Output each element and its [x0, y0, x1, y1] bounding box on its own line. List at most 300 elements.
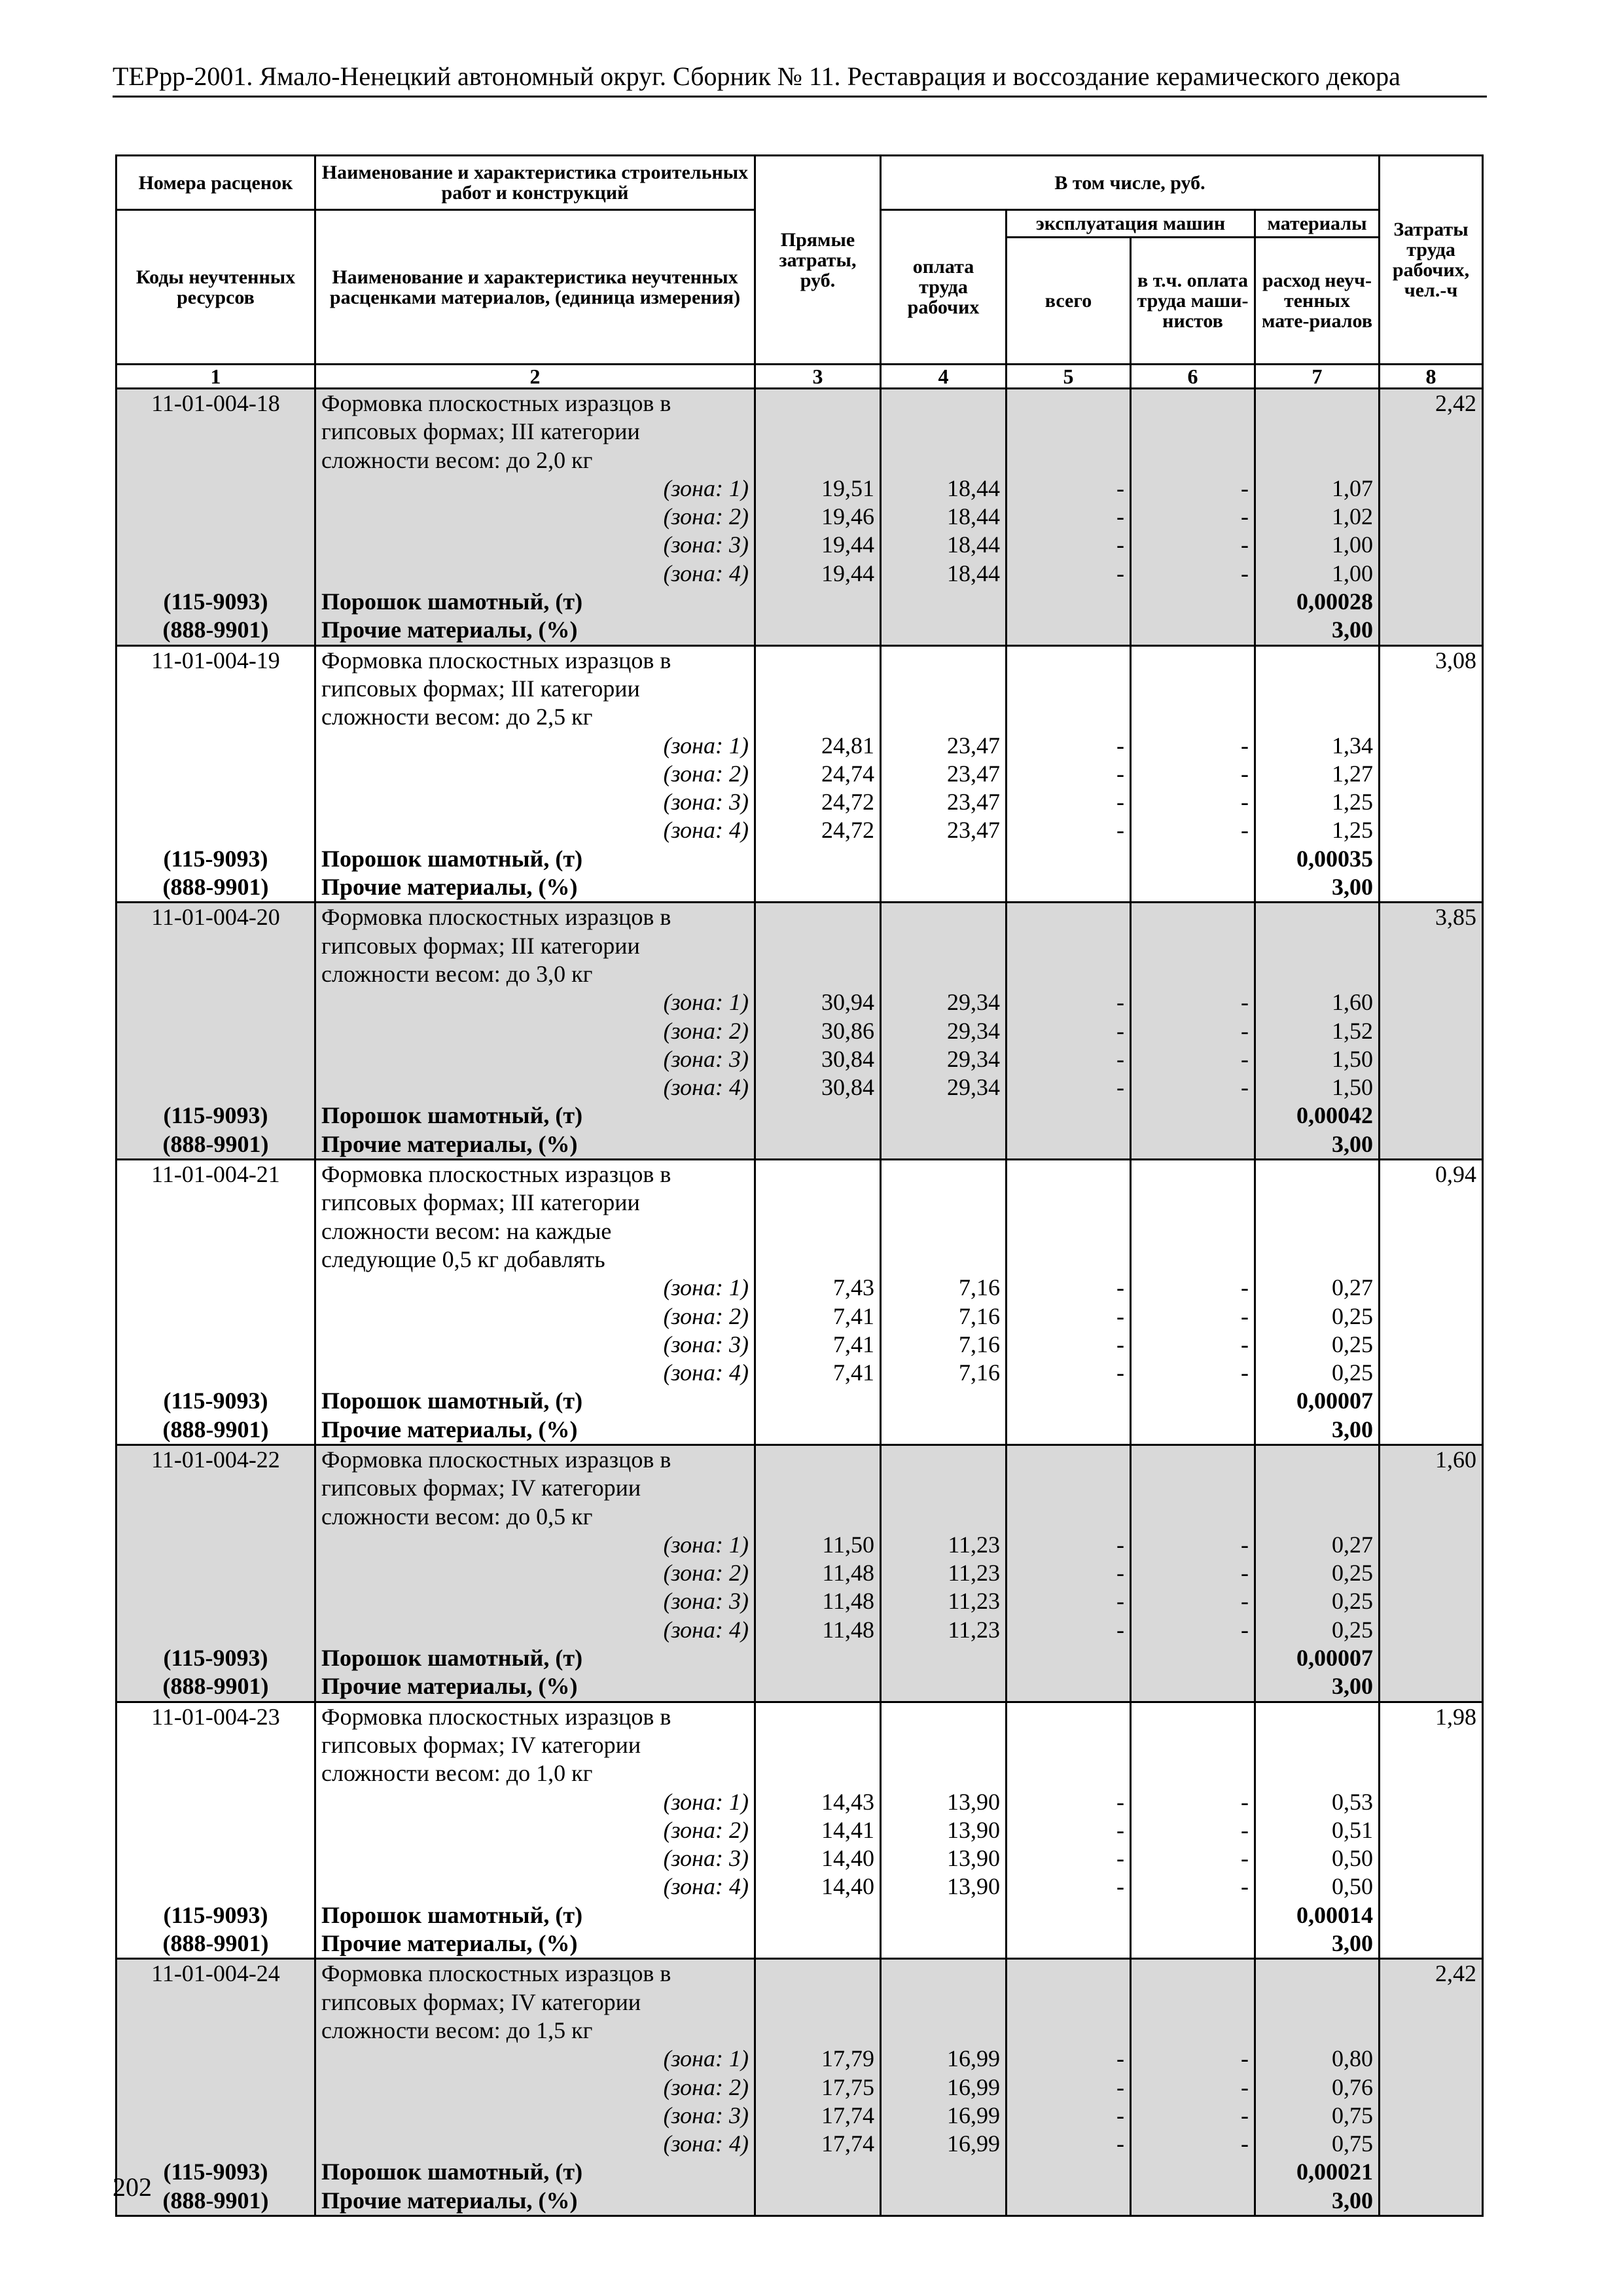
worker-wages: 13,90 — [881, 1816, 1007, 1844]
machinist-wages: - — [1131, 1274, 1255, 1302]
empty-cell — [116, 988, 315, 1016]
rate-description: Формовка плоскостных изразцов в — [315, 903, 755, 932]
empty-cell — [1131, 1759, 1255, 1787]
empty-cell — [116, 1873, 315, 1901]
rate-description: сложности весом: до 1,5 кг — [315, 2017, 755, 2045]
materials-cost: 1,50 — [1255, 1045, 1380, 1073]
machines-total: - — [1007, 816, 1131, 844]
empty-cell — [1380, 1672, 1483, 1702]
empty-cell — [116, 732, 315, 760]
empty-cell — [1131, 1672, 1255, 1702]
empty-cell — [1007, 446, 1131, 475]
empty-cell — [755, 1130, 881, 1160]
machinist-wages: - — [1131, 1017, 1255, 1045]
empty-cell — [1007, 1759, 1131, 1787]
zone-label: (зона: 3) — [315, 1045, 755, 1073]
zone-label: (зона: 2) — [315, 1559, 755, 1587]
zone-label: (зона: 2) — [315, 760, 755, 788]
empty-cell — [116, 1844, 315, 1873]
empty-cell — [1255, 1474, 1380, 1502]
empty-cell — [1255, 1702, 1380, 1731]
empty-cell — [881, 446, 1007, 475]
empty-cell — [755, 1160, 881, 1189]
zone-row — [116, 788, 1483, 816]
worker-wages: 13,90 — [881, 1844, 1007, 1873]
zone-label: (зона: 1) — [315, 1531, 755, 1559]
empty-cell — [1131, 2158, 1255, 2186]
empty-cell — [881, 1130, 1007, 1160]
labor-costs — [1380, 1474, 1483, 1502]
material-name: Порошок шамотный, (т) — [315, 2158, 755, 2186]
labor-costs — [1380, 446, 1483, 475]
materials-cost: 1,27 — [1255, 760, 1380, 788]
rate-description: сложности весом: до 1,0 кг — [315, 1759, 755, 1787]
empty-cell — [1007, 1959, 1131, 1988]
empty-cell — [1380, 2102, 1483, 2130]
empty-cell — [755, 1503, 881, 1531]
worker-wages: 7,16 — [881, 1331, 1007, 1359]
empty-cell — [1131, 1901, 1255, 1929]
direct-costs: 24,81 — [755, 732, 881, 760]
machinist-wages: - — [1131, 2130, 1255, 2158]
empty-cell — [755, 1929, 881, 1959]
rate-code — [116, 960, 315, 988]
empty-cell — [881, 1246, 1007, 1274]
zone-label: (зона: 3) — [315, 1844, 755, 1873]
machinist-wages: - — [1131, 788, 1255, 816]
rate-title-row — [116, 1474, 1483, 1502]
material-row — [116, 2158, 1483, 2186]
direct-costs: 19,44 — [755, 560, 881, 588]
materials-cost: 0,76 — [1255, 2073, 1380, 2102]
empty-cell — [1380, 816, 1483, 844]
material-row — [116, 588, 1483, 616]
zone-label: (зона: 4) — [315, 1873, 755, 1901]
machines-total: - — [1007, 1844, 1131, 1873]
machinist-wages: - — [1131, 732, 1255, 760]
empty-cell — [1380, 1416, 1483, 1445]
material-consumption: 0,00035 — [1255, 845, 1380, 873]
empty-cell — [1255, 1444, 1380, 1474]
rate-code — [116, 1246, 315, 1274]
empty-cell — [755, 675, 881, 703]
rate-code: 11-01-004-21 — [116, 1160, 315, 1189]
column-number: 1 — [116, 365, 315, 389]
material-code: (115-9093) — [116, 1102, 315, 1130]
materials-cost: 0,53 — [1255, 1788, 1380, 1816]
zone-label: (зона: 4) — [315, 816, 755, 844]
zone-row — [116, 1531, 1483, 1559]
rate-code — [116, 1217, 315, 1246]
empty-cell — [1380, 2045, 1483, 2073]
empty-cell — [116, 1359, 315, 1387]
rate-title-row — [116, 2017, 1483, 2045]
empty-cell — [1380, 588, 1483, 616]
labor-costs — [1380, 675, 1483, 703]
material-code: (115-9093) — [116, 1644, 315, 1672]
empty-cell — [1255, 903, 1380, 932]
direct-costs: 7,43 — [755, 1274, 881, 1302]
empty-cell — [1380, 616, 1483, 645]
direct-costs: 24,72 — [755, 788, 881, 816]
material-consumption: 0,00042 — [1255, 1102, 1380, 1130]
worker-wages: 7,16 — [881, 1359, 1007, 1387]
empty-cell — [881, 1731, 1007, 1759]
zone-row — [116, 1616, 1483, 1644]
empty-cell — [1131, 675, 1255, 703]
empty-cell — [116, 531, 315, 559]
rate-title-row — [116, 903, 1483, 932]
machines-total: - — [1007, 1017, 1131, 1045]
empty-cell — [1131, 389, 1255, 418]
worker-wages: 23,47 — [881, 788, 1007, 816]
empty-cell — [1131, 903, 1255, 932]
zone-row — [116, 1331, 1483, 1359]
machinist-wages: - — [1131, 1073, 1255, 1102]
material-row — [116, 1130, 1483, 1160]
empty-cell — [116, 1302, 315, 1331]
empty-cell — [881, 1672, 1007, 1702]
empty-cell — [1131, 845, 1255, 873]
materials-cost: 1,00 — [1255, 560, 1380, 588]
worker-wages: 16,99 — [881, 2130, 1007, 2158]
table-header — [116, 156, 1483, 389]
zone-row — [116, 1073, 1483, 1102]
materials-cost: 0,51 — [1255, 1816, 1380, 1844]
rate-title-row — [116, 1988, 1483, 2017]
empty-cell — [116, 475, 315, 503]
machines-total: - — [1007, 1359, 1131, 1387]
column-number: 7 — [1255, 365, 1380, 389]
zone-row — [116, 1816, 1483, 1844]
empty-cell — [1131, 1929, 1255, 1959]
worker-wages: 16,99 — [881, 2045, 1007, 2073]
empty-cell — [755, 1644, 881, 1672]
rate-title-row — [116, 389, 1483, 418]
empty-cell — [881, 2158, 1007, 2186]
empty-cell — [1007, 2017, 1131, 2045]
empty-cell — [1007, 1929, 1131, 1959]
material-name: Порошок шамотный, (т) — [315, 1102, 755, 1130]
materials-cost: 1,07 — [1255, 475, 1380, 503]
zone-label: (зона: 1) — [315, 475, 755, 503]
rate-title-row — [116, 1189, 1483, 1217]
labor-costs: 2,42 — [1380, 389, 1483, 418]
machines-total: - — [1007, 1587, 1131, 1615]
machines-total: - — [1007, 560, 1131, 588]
empty-cell — [1007, 1901, 1131, 1929]
rate-description: Формовка плоскостных изразцов в — [315, 389, 755, 418]
machines-total: - — [1007, 1816, 1131, 1844]
empty-cell — [1131, 1644, 1255, 1672]
zone-label: (зона: 3) — [315, 531, 755, 559]
direct-costs: 24,74 — [755, 760, 881, 788]
empty-cell — [1007, 389, 1131, 418]
rate-title-row — [116, 1160, 1483, 1189]
material-code: (888-9901) — [116, 873, 315, 903]
labor-costs: 0,94 — [1380, 1160, 1483, 1189]
empty-cell — [755, 2158, 881, 2186]
empty-cell — [1380, 732, 1483, 760]
empty-cell — [116, 2045, 315, 2073]
empty-cell — [881, 1444, 1007, 1474]
empty-cell — [755, 903, 881, 932]
zone-row — [116, 1873, 1483, 1901]
worker-wages: 13,90 — [881, 1873, 1007, 1901]
empty-cell — [116, 760, 315, 788]
material-code: (115-9093) — [116, 1387, 315, 1415]
empty-cell — [1255, 1959, 1380, 1988]
empty-cell — [1131, 1130, 1255, 1160]
material-code: (888-9901) — [116, 1672, 315, 1702]
direct-costs: 24,72 — [755, 816, 881, 844]
empty-cell — [1380, 788, 1483, 816]
machinist-wages: - — [1131, 816, 1255, 844]
zone-label: (зона: 3) — [315, 1331, 755, 1359]
empty-cell — [755, 1416, 881, 1445]
machinist-wages: - — [1131, 1559, 1255, 1587]
machinist-wages: - — [1131, 1816, 1255, 1844]
rate-description: гипсовых формах; IV категории — [315, 1988, 755, 2017]
rate-description: гипсовых формах; III категории — [315, 675, 755, 703]
materials-cost: 1,25 — [1255, 816, 1380, 844]
worker-wages: 29,34 — [881, 1073, 1007, 1102]
materials-cost: 0,27 — [1255, 1531, 1380, 1559]
header-machinist-wages: в т.ч. оплата труда маши-нистов — [1131, 238, 1255, 365]
machinist-wages: - — [1131, 531, 1255, 559]
materials-cost: 0,80 — [1255, 2045, 1380, 2073]
empty-cell — [116, 1816, 315, 1844]
materials-cost: 0,25 — [1255, 1559, 1380, 1587]
rate-group — [116, 1959, 1483, 2216]
material-name: Прочие материалы, (%) — [315, 616, 755, 645]
empty-cell — [881, 389, 1007, 418]
empty-cell — [1255, 2017, 1380, 2045]
rate-code — [116, 1759, 315, 1787]
material-row — [116, 1102, 1483, 1130]
zone-row — [116, 760, 1483, 788]
labor-costs — [1380, 1503, 1483, 1531]
zone-row — [116, 1559, 1483, 1587]
empty-cell — [1255, 1189, 1380, 1217]
material-row — [116, 1901, 1483, 1929]
empty-cell — [1007, 1189, 1131, 1217]
empty-cell — [755, 703, 881, 731]
empty-cell — [116, 1531, 315, 1559]
empty-cell — [116, 1587, 315, 1615]
materials-cost: 0,25 — [1255, 1302, 1380, 1331]
material-row — [116, 1416, 1483, 1445]
empty-cell — [755, 2017, 881, 2045]
machines-total: - — [1007, 1616, 1131, 1644]
worker-wages: 11,23 — [881, 1559, 1007, 1587]
empty-cell — [755, 1246, 881, 1274]
machines-total: - — [1007, 475, 1131, 503]
rate-title-row — [116, 1731, 1483, 1759]
zone-row — [116, 2073, 1483, 2102]
empty-cell — [1380, 1274, 1483, 1302]
rate-title-row — [116, 703, 1483, 731]
zone-row — [116, 732, 1483, 760]
zone-label: (зона: 3) — [315, 788, 755, 816]
empty-cell — [755, 1102, 881, 1130]
empty-cell — [1131, 873, 1255, 903]
rate-title-row — [116, 1246, 1483, 1274]
empty-cell — [1007, 675, 1131, 703]
labor-costs — [1380, 960, 1483, 988]
rate-description: Формовка плоскостных изразцов в — [315, 1444, 755, 1474]
zone-label: (зона: 3) — [315, 2102, 755, 2130]
empty-cell — [1255, 703, 1380, 731]
empty-cell — [116, 1788, 315, 1816]
materials-cost: 1,34 — [1255, 732, 1380, 760]
machinist-wages: - — [1131, 760, 1255, 788]
machinist-wages: - — [1131, 560, 1255, 588]
empty-cell — [755, 418, 881, 446]
header-worker-wages: оплата труда рабочих — [881, 210, 1007, 365]
empty-cell — [1380, 1531, 1483, 1559]
materials-cost: 1,02 — [1255, 503, 1380, 531]
empty-cell — [881, 1474, 1007, 1502]
worker-wages: 23,47 — [881, 732, 1007, 760]
empty-cell — [1007, 1444, 1131, 1474]
empty-cell — [881, 1988, 1007, 2017]
machines-total: - — [1007, 2045, 1131, 2073]
empty-cell — [1255, 418, 1380, 446]
material-name: Прочие материалы, (%) — [315, 1929, 755, 1959]
empty-cell — [1255, 389, 1380, 418]
empty-cell — [1380, 1302, 1483, 1331]
empty-cell — [755, 1702, 881, 1731]
worker-wages: 16,99 — [881, 2073, 1007, 2102]
zone-row — [116, 1274, 1483, 1302]
direct-costs: 14,43 — [755, 1788, 881, 1816]
empty-cell — [1007, 1672, 1131, 1702]
empty-cell — [1380, 2158, 1483, 2186]
worker-wages: 11,23 — [881, 1587, 1007, 1615]
empty-cell — [1007, 1416, 1131, 1445]
empty-cell — [1255, 960, 1380, 988]
empty-cell — [1380, 845, 1483, 873]
direct-costs: 17,75 — [755, 2073, 881, 2102]
empty-cell — [881, 960, 1007, 988]
rate-title-row — [116, 645, 1483, 675]
direct-costs: 19,51 — [755, 475, 881, 503]
machines-total: - — [1007, 1045, 1131, 1073]
empty-cell — [1380, 2130, 1483, 2158]
empty-cell — [1007, 903, 1131, 932]
material-row — [116, 1672, 1483, 1702]
empty-cell — [1131, 1503, 1255, 1531]
material-code: (888-9901) — [116, 2187, 315, 2216]
empty-cell — [755, 645, 881, 675]
machinist-wages: - — [1131, 1844, 1255, 1873]
empty-cell — [1380, 1130, 1483, 1160]
rate-description: гипсовых формах; III категории — [315, 418, 755, 446]
machines-total: - — [1007, 2130, 1131, 2158]
empty-cell — [116, 1073, 315, 1102]
header-direct-costs: Прямые затраты, руб. — [755, 156, 881, 365]
empty-cell — [1131, 1160, 1255, 1189]
empty-cell — [1380, 1816, 1483, 1844]
zone-row — [116, 1017, 1483, 1045]
empty-cell — [1007, 1217, 1131, 1246]
direct-costs: 19,44 — [755, 531, 881, 559]
empty-cell — [881, 903, 1007, 932]
material-code: (115-9093) — [116, 588, 315, 616]
empty-cell — [1007, 588, 1131, 616]
direct-costs: 30,84 — [755, 1045, 881, 1073]
rate-code — [116, 418, 315, 446]
empty-cell — [1131, 1189, 1255, 1217]
empty-cell — [1007, 2187, 1131, 2216]
machinist-wages: - — [1131, 2045, 1255, 2073]
machinist-wages: - — [1131, 503, 1255, 531]
rate-description: Формовка плоскостных изразцов в — [315, 1160, 755, 1189]
zone-row — [116, 2130, 1483, 2158]
worker-wages: 23,47 — [881, 760, 1007, 788]
empty-cell — [1131, 446, 1255, 475]
rate-code: 11-01-004-18 — [116, 389, 315, 418]
empty-cell — [1131, 1102, 1255, 1130]
machinist-wages: - — [1131, 1302, 1255, 1331]
material-consumption: 0,00021 — [1255, 2158, 1380, 2186]
empty-cell — [1131, 1246, 1255, 1274]
zone-label: (зона: 1) — [315, 1274, 755, 1302]
machinist-wages: - — [1131, 1359, 1255, 1387]
empty-cell — [1007, 932, 1131, 960]
machines-total: - — [1007, 1531, 1131, 1559]
empty-cell — [1380, 1017, 1483, 1045]
rate-code: 11-01-004-24 — [116, 1959, 315, 1988]
labor-costs: 2,42 — [1380, 1959, 1483, 1988]
worker-wages: 7,16 — [881, 1274, 1007, 1302]
empty-cell — [116, 1616, 315, 1644]
direct-costs: 7,41 — [755, 1331, 881, 1359]
rate-description: сложности весом: до 2,5 кг — [315, 703, 755, 731]
empty-cell — [755, 1474, 881, 1502]
empty-cell — [1007, 1160, 1131, 1189]
empty-cell — [1255, 1160, 1380, 1189]
empty-cell — [1380, 760, 1483, 788]
empty-cell — [1380, 1359, 1483, 1387]
empty-cell — [881, 845, 1007, 873]
empty-cell — [755, 1387, 881, 1415]
direct-costs: 30,94 — [755, 988, 881, 1016]
zone-row — [116, 2102, 1483, 2130]
material-code: (115-9093) — [116, 845, 315, 873]
header-work-name: Наименование и характеристика строительных работ и конструкций — [315, 156, 755, 210]
material-row — [116, 1387, 1483, 1415]
worker-wages: 29,34 — [881, 988, 1007, 1016]
header-unaccounted-codes: Коды неучтенных ресурсов — [116, 210, 315, 365]
empty-cell — [1380, 1644, 1483, 1672]
empty-cell — [1007, 960, 1131, 988]
empty-cell — [755, 873, 881, 903]
rate-description: сложности весом: на каждые — [315, 1217, 755, 1246]
zone-label: (зона: 3) — [315, 1587, 755, 1615]
material-row — [116, 1644, 1483, 1672]
empty-cell — [1255, 1731, 1380, 1759]
empty-cell — [1131, 418, 1255, 446]
material-name: Порошок шамотный, (т) — [315, 588, 755, 616]
empty-cell — [1007, 1130, 1131, 1160]
empty-cell — [116, 560, 315, 588]
header-labor-costs: Затраты труда рабочих, чел.-ч — [1380, 156, 1483, 365]
empty-cell — [881, 1102, 1007, 1130]
zone-row — [116, 560, 1483, 588]
rate-group — [116, 903, 1483, 1160]
